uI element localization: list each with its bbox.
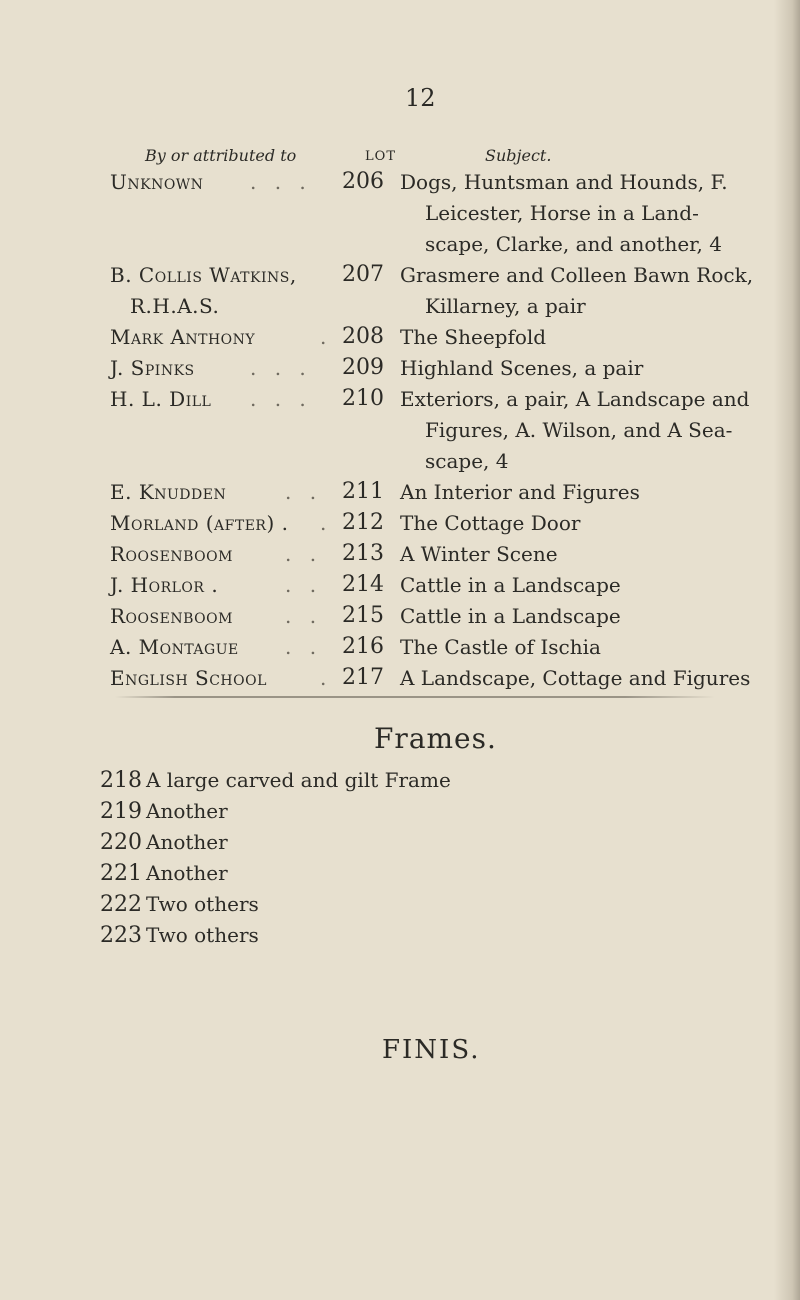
subject-line: Killarney, a pair — [425, 294, 586, 318]
leader-dots: . . . — [250, 356, 312, 380]
leader-dots: . — [320, 666, 333, 690]
frame-description: Another — [146, 799, 228, 823]
lot-number: 218 — [100, 768, 142, 793]
artist-name: Roosenboom — [110, 542, 233, 566]
frame-item — [100, 768, 451, 793]
artist-name: Roosenboom — [110, 604, 233, 628]
subject-line: A Landscape, Cottage and Figures — [400, 666, 751, 690]
frame-item — [100, 830, 228, 855]
frame-item — [100, 799, 228, 824]
lot-number: 223 — [100, 923, 142, 948]
frame-description: Another — [146, 861, 228, 885]
leader-dots: . — [320, 325, 333, 349]
frame-description: A large carved and gilt Frame — [146, 768, 451, 792]
subject-line: Highland Scenes, a pair — [400, 356, 644, 380]
lot-number: 210 — [342, 386, 384, 411]
lot-number: 219 — [100, 799, 142, 824]
frame-item — [100, 923, 259, 948]
artist-name: H. L. Dill — [110, 387, 212, 411]
leader-dots: . . . — [250, 387, 312, 411]
leader-dots: . . — [285, 542, 323, 566]
artist-name: E. Knudden — [110, 480, 227, 504]
header-subject: Subject. — [485, 146, 552, 165]
subject-line: Exteriors, a pair, A Landscape and — [400, 387, 750, 411]
subject-line: Dogs, Huntsman and Hounds, F. — [400, 170, 728, 194]
subject-line: The Castle of Ischia — [400, 635, 601, 659]
leader-dots: . . . — [250, 170, 312, 194]
header-lot: LOT — [365, 149, 396, 164]
page-edge-shadow — [774, 0, 800, 1300]
artist-name: B. Collis Watkins, — [110, 263, 297, 287]
page-number: 12 — [405, 84, 436, 112]
subject-line: Cattle in a Landscape — [400, 573, 621, 597]
artist-name: J. Horlor . — [110, 573, 219, 597]
artist-name: A. Montague — [110, 635, 239, 659]
lot-number: 207 — [342, 262, 384, 287]
subject-line: Figures, A. Wilson, and A Sea- — [425, 418, 733, 442]
lot-number: 222 — [100, 892, 142, 917]
lot-number: 214 — [342, 572, 384, 597]
subject-line: Cattle in a Landscape — [400, 604, 621, 628]
leader-dots: . . — [285, 480, 323, 504]
leader-dots: . . — [285, 604, 323, 628]
artist-name-cont: R.H.A.S. — [130, 294, 220, 318]
frame-item — [100, 861, 228, 886]
section-divider — [115, 696, 715, 698]
finis-text: FINIS. — [382, 1035, 481, 1065]
subject-line: Leicester, Horse in a Land- — [425, 201, 699, 225]
subject-line: The Sheepfold — [400, 325, 547, 349]
frame-item — [100, 892, 259, 917]
leader-dots: . . — [285, 573, 323, 597]
header-attributed: By or attributed to — [145, 146, 297, 165]
lot-number: 221 — [100, 861, 142, 886]
subject-line: scape, Clarke, and another, 4 — [425, 232, 722, 256]
lot-number: 215 — [342, 603, 384, 628]
subject-line: The Cottage Door — [400, 511, 581, 535]
lot-number: 220 — [100, 830, 142, 855]
artist-name: English School — [110, 666, 267, 690]
frames-heading: Frames. — [374, 722, 497, 755]
frame-description: Two others — [146, 892, 259, 916]
lot-number: 216 — [342, 634, 384, 659]
subject-line: An Interior and Figures — [400, 480, 640, 504]
frame-description: Another — [146, 830, 228, 854]
lot-number: 217 — [342, 665, 384, 690]
subject-line: Grasmere and Colleen Bawn Rock, — [400, 263, 754, 287]
lot-number: 212 — [342, 510, 384, 535]
subject-line: scape, 4 — [425, 449, 509, 473]
lot-number: 208 — [342, 324, 384, 349]
lot-number: 213 — [342, 541, 384, 566]
leader-dots: . . — [285, 635, 323, 659]
artist-name: Unknown — [110, 170, 204, 194]
lot-number: 209 — [342, 355, 384, 380]
frame-description: Two others — [146, 923, 259, 947]
artist-name: Morland (after) . — [110, 511, 289, 535]
subject-line: A Winter Scene — [400, 542, 558, 566]
artist-name: Mark Anthony — [110, 325, 256, 349]
lot-number: 206 — [342, 169, 384, 194]
leader-dots: . — [320, 511, 333, 535]
lot-number: 211 — [342, 479, 384, 504]
artist-name: J. Spinks — [110, 356, 195, 380]
